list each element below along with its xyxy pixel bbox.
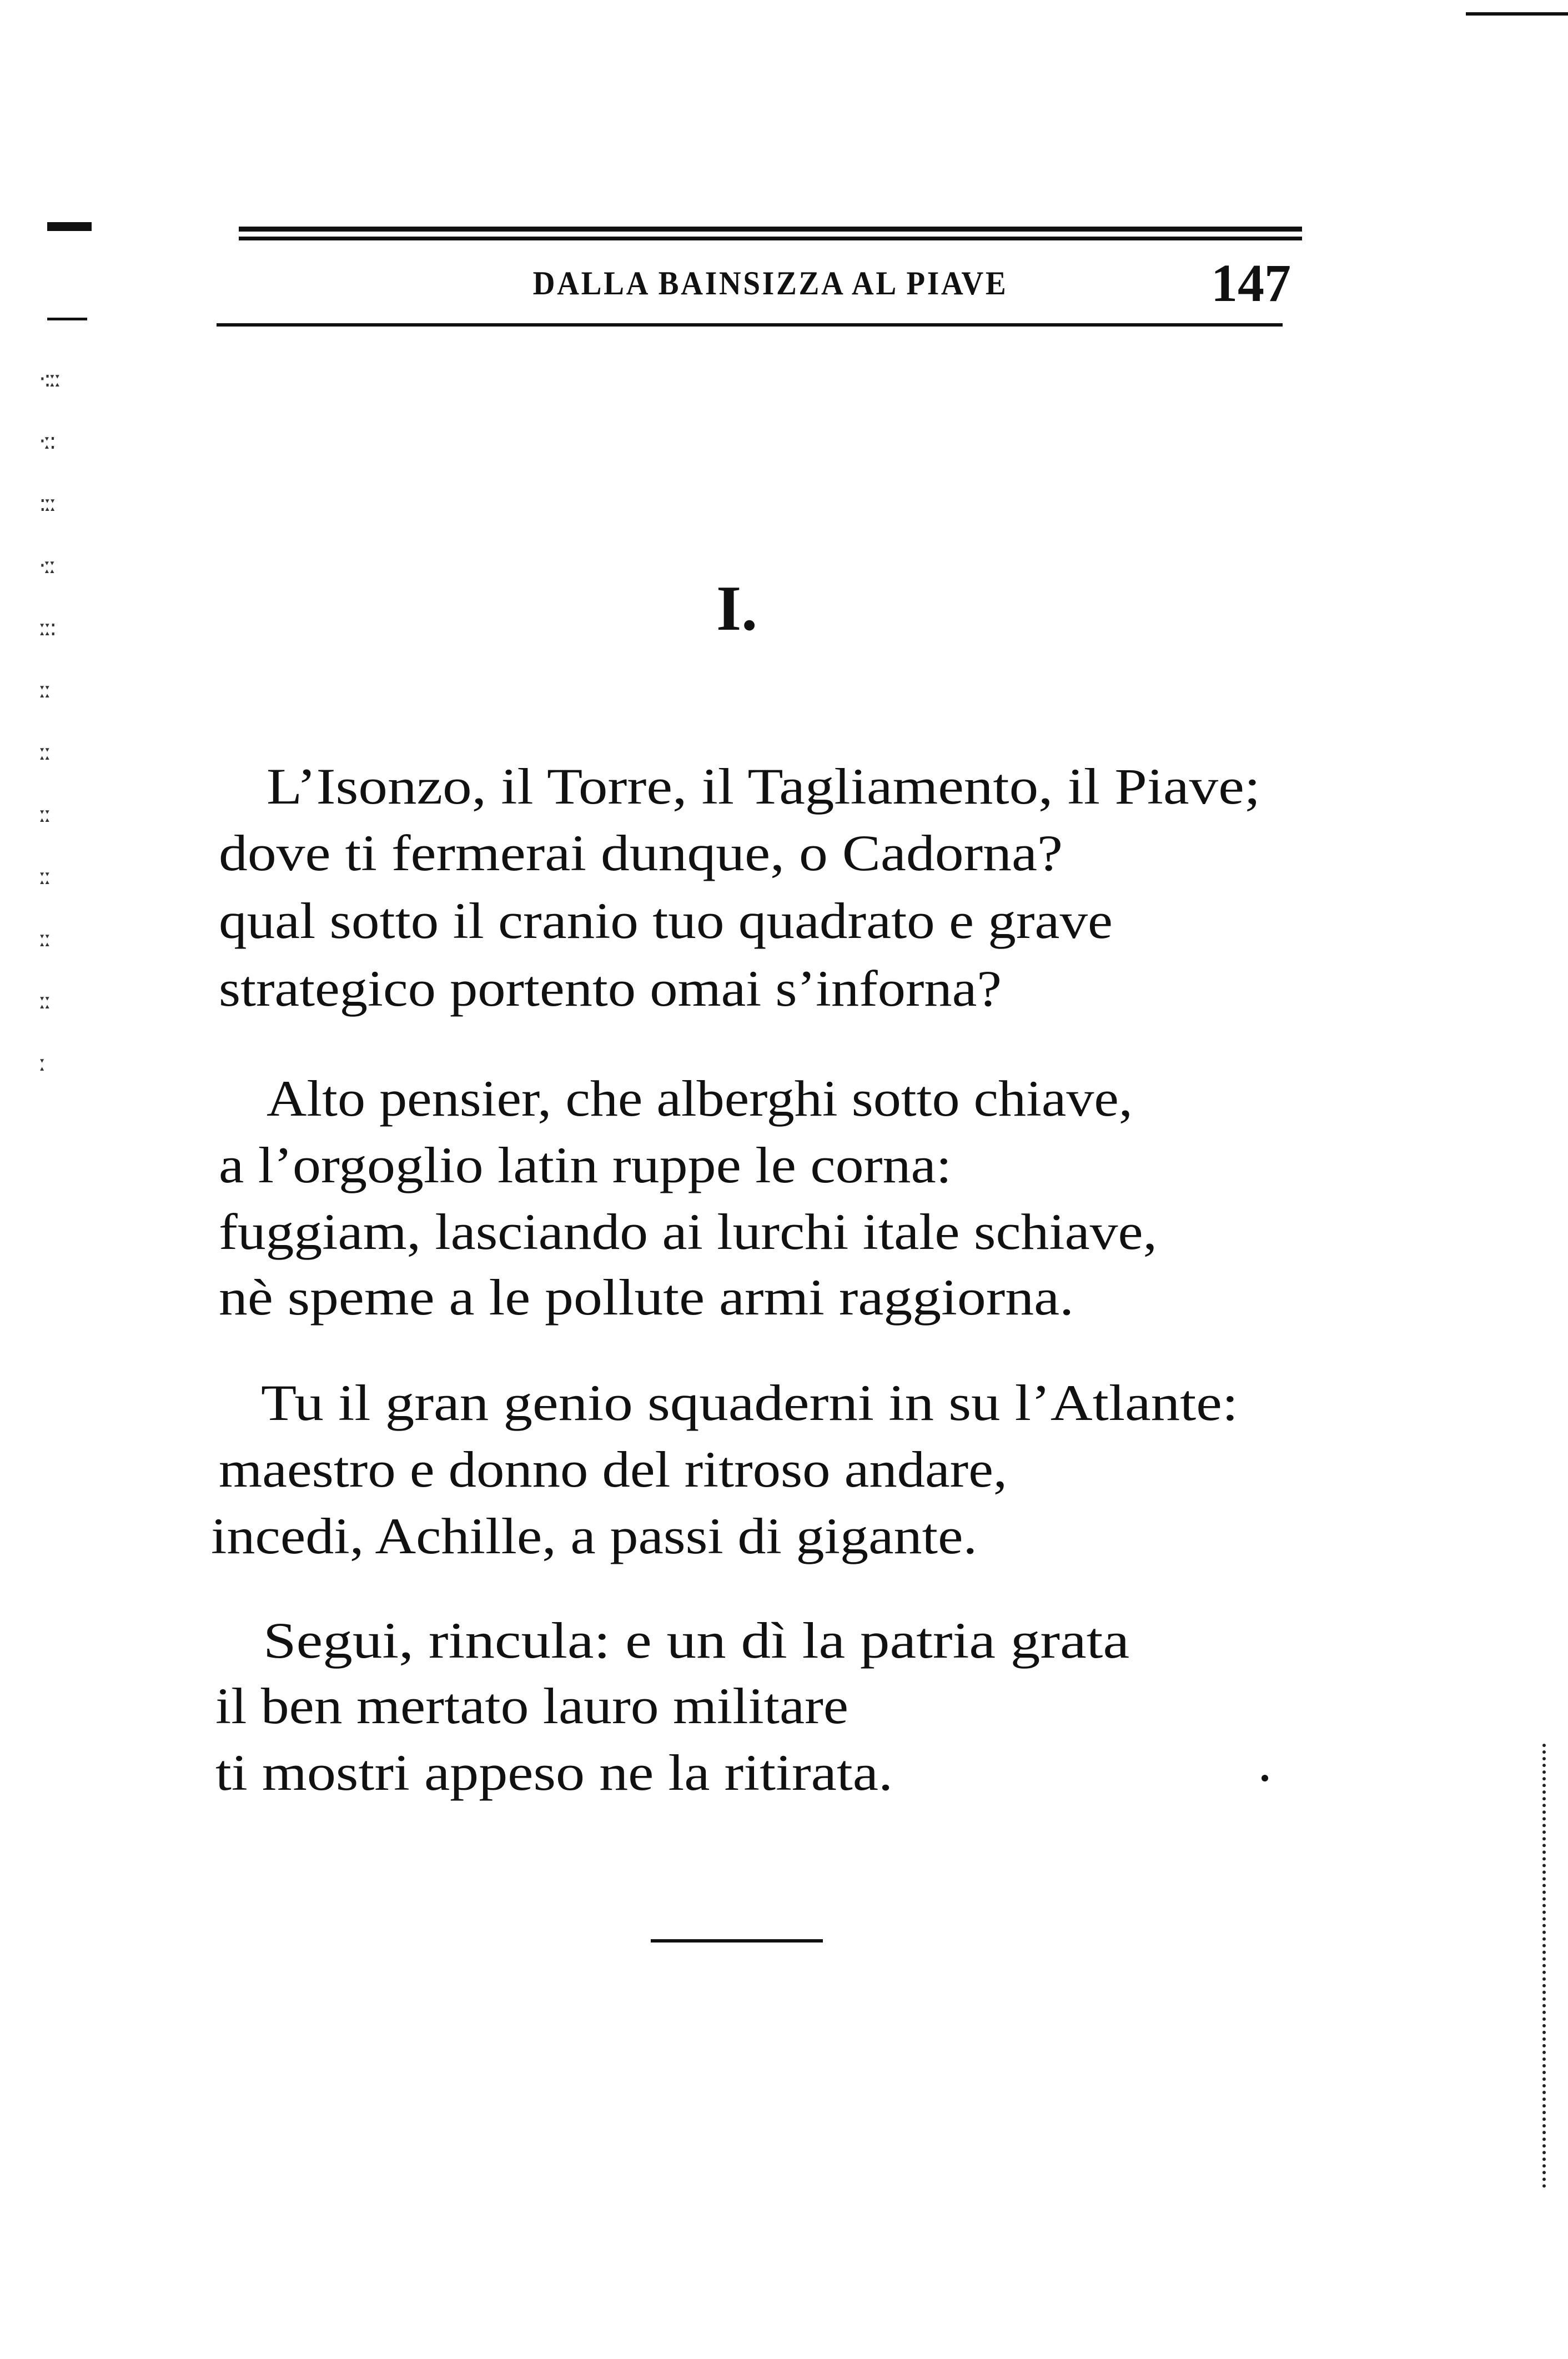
- closing-rule: [651, 1939, 823, 1943]
- stray-dot: [1262, 1775, 1268, 1781]
- scan-edge-mark: [1466, 12, 1568, 16]
- header-double-rule: [239, 227, 1302, 232]
- poem-line: il ben mertato lauro militare: [215, 1678, 849, 1734]
- poem-line: incedi, Achille, a passi di gigante.: [211, 1508, 978, 1564]
- poem-line: strategico portento omai s’inforna?: [219, 960, 1002, 1017]
- running-title: DALLA BAINSIZZA AL PIAVE: [532, 265, 1008, 302]
- poem-line: Alto pensier, che alberghi sotto chiave,: [267, 1070, 1133, 1127]
- poem-line: Segui, rincula: e un dì la patria grata: [263, 1612, 1130, 1669]
- header-double-rule: [239, 237, 1302, 240]
- poem-line: nè speme a le pollute armi raggiorna.: [219, 1269, 1074, 1326]
- poem-line: ti mostri appeso ne la ritirata.: [215, 1744, 893, 1801]
- poem-line: dove ti fermerai dunque, o Cadorna?: [219, 825, 1063, 881]
- poem-line: L’Isonzo, il Torre, il Tagliamento, il Piave;: [267, 758, 1261, 815]
- header-underline: [217, 323, 1283, 327]
- poem-line: qual sotto il cranio tuo quadrato e grave: [219, 892, 1113, 949]
- poem-line: maestro e donno del ritroso andare,: [219, 1441, 1008, 1498]
- running-head: [239, 254, 1302, 315]
- scan-edge-mark: [47, 222, 92, 231]
- adjacent-page-edge: ·:ːː ·ː: :ːː ·ːː ːː: ːː ːː ːː ːː ːː ːː ː: [39, 367, 60, 1076]
- adjacent-page-edge: [1542, 1744, 1551, 2188]
- poem-line: a l’orgoglio latin ruppe le corna:: [219, 1137, 952, 1193]
- section-number: I.: [716, 573, 758, 644]
- scan-edge-mark: [47, 318, 87, 320]
- poem-line: fuggiam, lasciando ai lurchi itale schiave,: [219, 1203, 1157, 1260]
- page-number: 147: [1211, 253, 1291, 313]
- poem-line: Tu il gran genio squaderni in su l’Atlante:: [261, 1374, 1239, 1431]
